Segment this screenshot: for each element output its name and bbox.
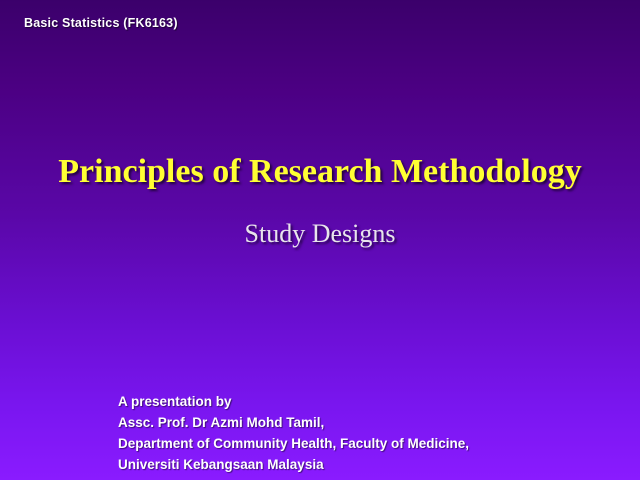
title-block: [0, 150, 640, 249]
slide-subtitle: Study Designs: [244, 218, 396, 248]
slide-header-course-code: Basic Statistics (FK6163): [24, 16, 178, 30]
presenter-line-university: Universiti Kebangsaan Malaysia: [118, 456, 324, 472]
slide-title: Principles of Research Methodology: [58, 153, 582, 190]
presenter-line-department: Department of Community Health, Faculty of Medicine,: [118, 435, 470, 451]
presenter-line-intro: A presentation by: [118, 394, 232, 409]
presenter-line-name: Assc. Prof. Dr Azmi Mohd Tamil,: [118, 414, 325, 430]
presenter-block: [118, 392, 469, 476]
